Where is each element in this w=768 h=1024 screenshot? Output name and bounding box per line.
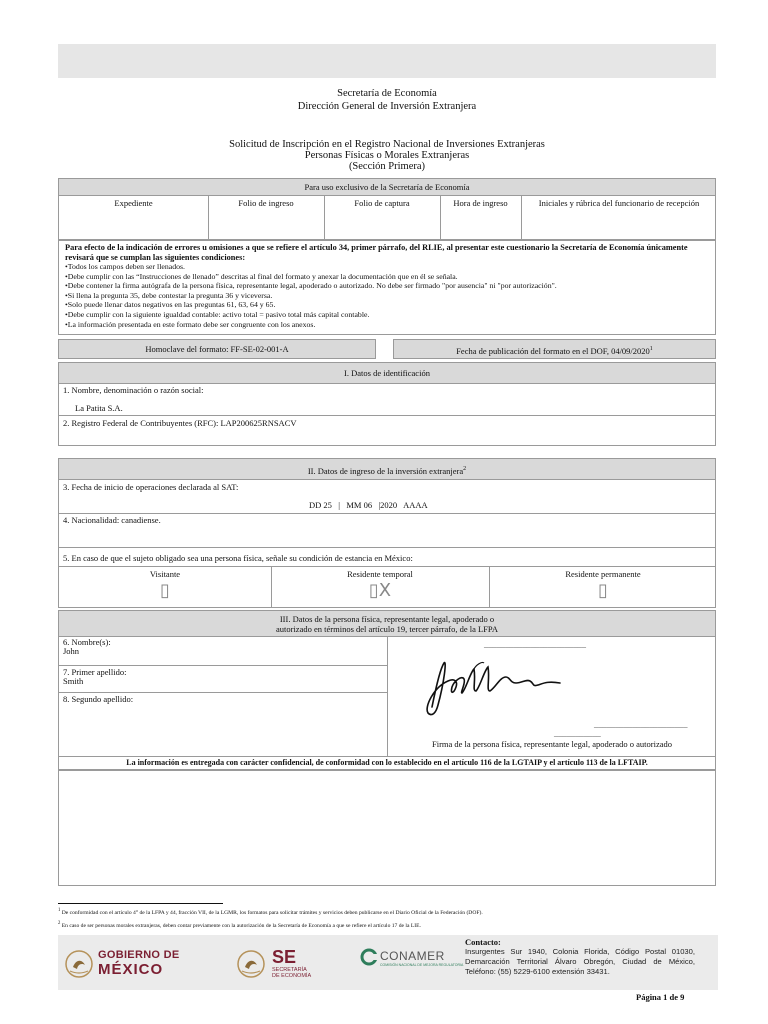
instrucciones-intro: Para efecto de la indicación de errores u omisiones a que se refiere el artículo 34, primer párrafo, del RLIE, al presentar este cuestionario la Secretaría de Economía únicamente revisará que se cumplan las siguientes condiciones:: [65, 243, 688, 262]
conamer-mark-icon: [360, 948, 378, 966]
q6-label: 6. Nombre(s):: [63, 637, 111, 647]
gobierno-logo-line2: MÉXICO: [98, 961, 164, 978]
seccion-2-title-text: II. Datos de ingreso de la inversión extranjera: [307, 465, 464, 476]
conamer-logo-sub: COMISIÓN NACIONAL DE MEJORA REGULATORIA: [380, 963, 464, 967]
eagle-emblem-icon: [64, 949, 94, 979]
seccion-2: [58, 458, 716, 608]
fecha-publicacion: Fecha de publicación del formato en el DOF, 04/09/2020: [456, 345, 650, 356]
footnote-2: [58, 920, 718, 930]
se-logo-main: SE: [272, 947, 297, 967]
q6-value[interactable]: John: [63, 646, 80, 656]
list-item: •Debe contener la firma autógrafa de la persona física, representante legal, apoderado o autorizado. No debe ser firmado "por ausencia" ni "por autorización".: [65, 281, 557, 291]
footnote-2-num: 2: [58, 921, 61, 926]
firma-label: Firma de la persona física, representante legal, apoderado o autorizado: [431, 739, 673, 749]
conamer-logo: [360, 947, 464, 977]
firma-line-short: ___________: [554, 728, 601, 738]
conamer-logo-main: CONAMER: [380, 949, 445, 963]
estancia-temporal-checkbox[interactable]: ▯X: [368, 580, 392, 601]
list-item: •Todos los campos deben ser llenados.: [65, 262, 185, 271]
firma-line-right: ______________________: [594, 719, 688, 729]
firma-line-top: ________________________: [484, 639, 586, 649]
form-title: Solicitud de Inscripción en el Registro Nacional de Inversiones Extranjeras: [229, 139, 545, 150]
estancia-permanente-label: Residente permanente: [565, 569, 641, 579]
instrucciones-box: [58, 240, 716, 335]
footnote-ref-1: 1: [649, 346, 653, 352]
col-folio-ingreso: Folio de ingreso: [238, 198, 294, 208]
confidencial-note: La información es entregada con carácter confidencial, de conformidad con lo establecido en el artículo 116 de la LGTAIP y el artículo 113 de la LFTAIP.: [126, 758, 648, 767]
estancia-visitante-checkbox[interactable]: ▯: [160, 580, 170, 601]
q2-label[interactable]: 2. Registro Federal de Contribuyentes (RFC): LAP200625RNSACV: [63, 418, 297, 428]
estancia-temporal-label: Residente temporal: [347, 569, 413, 579]
list-item: •Si llena la pregunta 35, debe contestar la pregunta 36 y viceversa.: [65, 290, 273, 300]
top-banner: [58, 44, 716, 78]
gobierno-logo-line1: GOBIERNO DE: [98, 949, 180, 961]
seccion-1-title: I. Datos de identificación: [59, 363, 715, 383]
form-subtitle: Personas Físicas o Morales Extranjeras: [304, 150, 470, 161]
q1-value[interactable]: La Patita S.A.: [75, 403, 123, 413]
estancia-visitante-label: Visitante: [149, 569, 181, 579]
col-iniciales: Iniciales y rúbrica del funcionario de recepción: [538, 198, 700, 208]
seccion-3: [58, 610, 716, 770]
list-item: •Solo puede llenar datos negativos en las preguntas 61, 63, 64 y 65.: [65, 300, 276, 310]
footnote-divider: [58, 903, 223, 904]
seccion-1: [58, 362, 716, 446]
se-logo-sub1: SECRETARÍA: [272, 967, 307, 973]
se-logo-sub2: DE ECONOMÍA: [272, 973, 312, 979]
footnote-1-num: 1: [58, 908, 61, 913]
uso-exclusivo-title: Para uso exclusivo de la Secretaría de Economía: [59, 179, 715, 195]
col-hora-ingreso: Hora de ingreso: [453, 198, 508, 208]
q7-label: 7. Primer apellido:: [63, 667, 127, 677]
q7-value[interactable]: Smith: [63, 676, 84, 686]
footnote-1-text: De conformidad con el artículo 4° de la LFPA y 44, fracción VII, de la LGMR, los formatos para solicitar trámites y servicios deben publicarse en el Diario Oficial de la Federación (DOF).: [61, 909, 483, 916]
footer-band: [58, 935, 718, 990]
eagle-emblem-icon: [236, 949, 266, 979]
signature-image: [414, 647, 584, 727]
instrucciones-list: [65, 262, 709, 329]
contacto-label: Contacto:: [465, 937, 501, 947]
estancia-permanente-checkbox[interactable]: ▯: [598, 580, 608, 601]
footnote-ref-2: 2: [463, 466, 467, 472]
contacto-text: Insurgentes Sur 1940, Colonia Florida, Código Postal 01030, Demarcación Territorial Álvaro Obregón, Ciudad de México, Teléfono: (55) 5229-6100 extensión 33431.: [465, 947, 695, 976]
page-number: Página 1 de 9: [636, 992, 685, 1002]
seccion-3-title: [59, 611, 715, 636]
q3-value[interactable]: DD 25 | MM 06 |2020 AAAA: [309, 500, 428, 510]
seccion-2-title: [59, 459, 715, 479]
homoclave-box: [58, 339, 376, 359]
q5-label: 5. En caso de que el sujeto obligado sea una persona física, señale su condición de estancia en México:: [63, 553, 413, 563]
q3-label: 3. Fecha de inicio de operaciones declarada al SAT:: [63, 482, 239, 492]
list-item: •Debe cumplir con las “Instrucciones de llenado” descritas al final del formato y anexar la documentación que en él se señala.: [65, 271, 458, 281]
se-logo: [236, 947, 346, 981]
fecha-publicacion-box: [393, 339, 716, 359]
uso-exclusivo-table: [58, 178, 716, 240]
header-direccion: Dirección General de Inversión Extranjera: [297, 101, 477, 112]
footnote-1: [58, 907, 718, 917]
homoclave: Homoclave del formato: FF-SE-02-001-A: [145, 344, 289, 354]
list-item: •Debe cumplir con la siguiente igualdad contable: activo total = pasivo total más capital contable.: [65, 309, 370, 319]
col-folio-captura: Folio de captura: [354, 198, 410, 208]
seccion-3-title-line1: III. Datos de la persona física, representante legal, apoderado o: [279, 614, 495, 624]
q4-label[interactable]: 4. Nacionalidad: canadiense.: [63, 515, 161, 525]
list-item: •La información presentada en este formato debe ser congruente con los anexos.: [65, 319, 316, 329]
col-expediente: Expediente: [114, 198, 153, 208]
q1-label: 1. Nombre, denominación o razón social:: [63, 385, 204, 395]
q8-label[interactable]: 8. Segundo apellido:: [63, 694, 134, 704]
seccion-3-title-line2: autorizado en términos del artículo 19, tercer párrafo, de la LFPA: [275, 624, 499, 634]
header-secretaria: Secretaría de Economía: [337, 88, 437, 99]
gobierno-logo: [64, 947, 204, 981]
form-section: (Sección Primera): [348, 161, 426, 172]
footnote-2-text: En caso de ser personas morales extranjeras, deben contar previamente con la autorización de la Secretaría de Economía a que se refiere el artículo 17 de la LIE.: [61, 922, 421, 929]
empty-box: [58, 770, 716, 886]
